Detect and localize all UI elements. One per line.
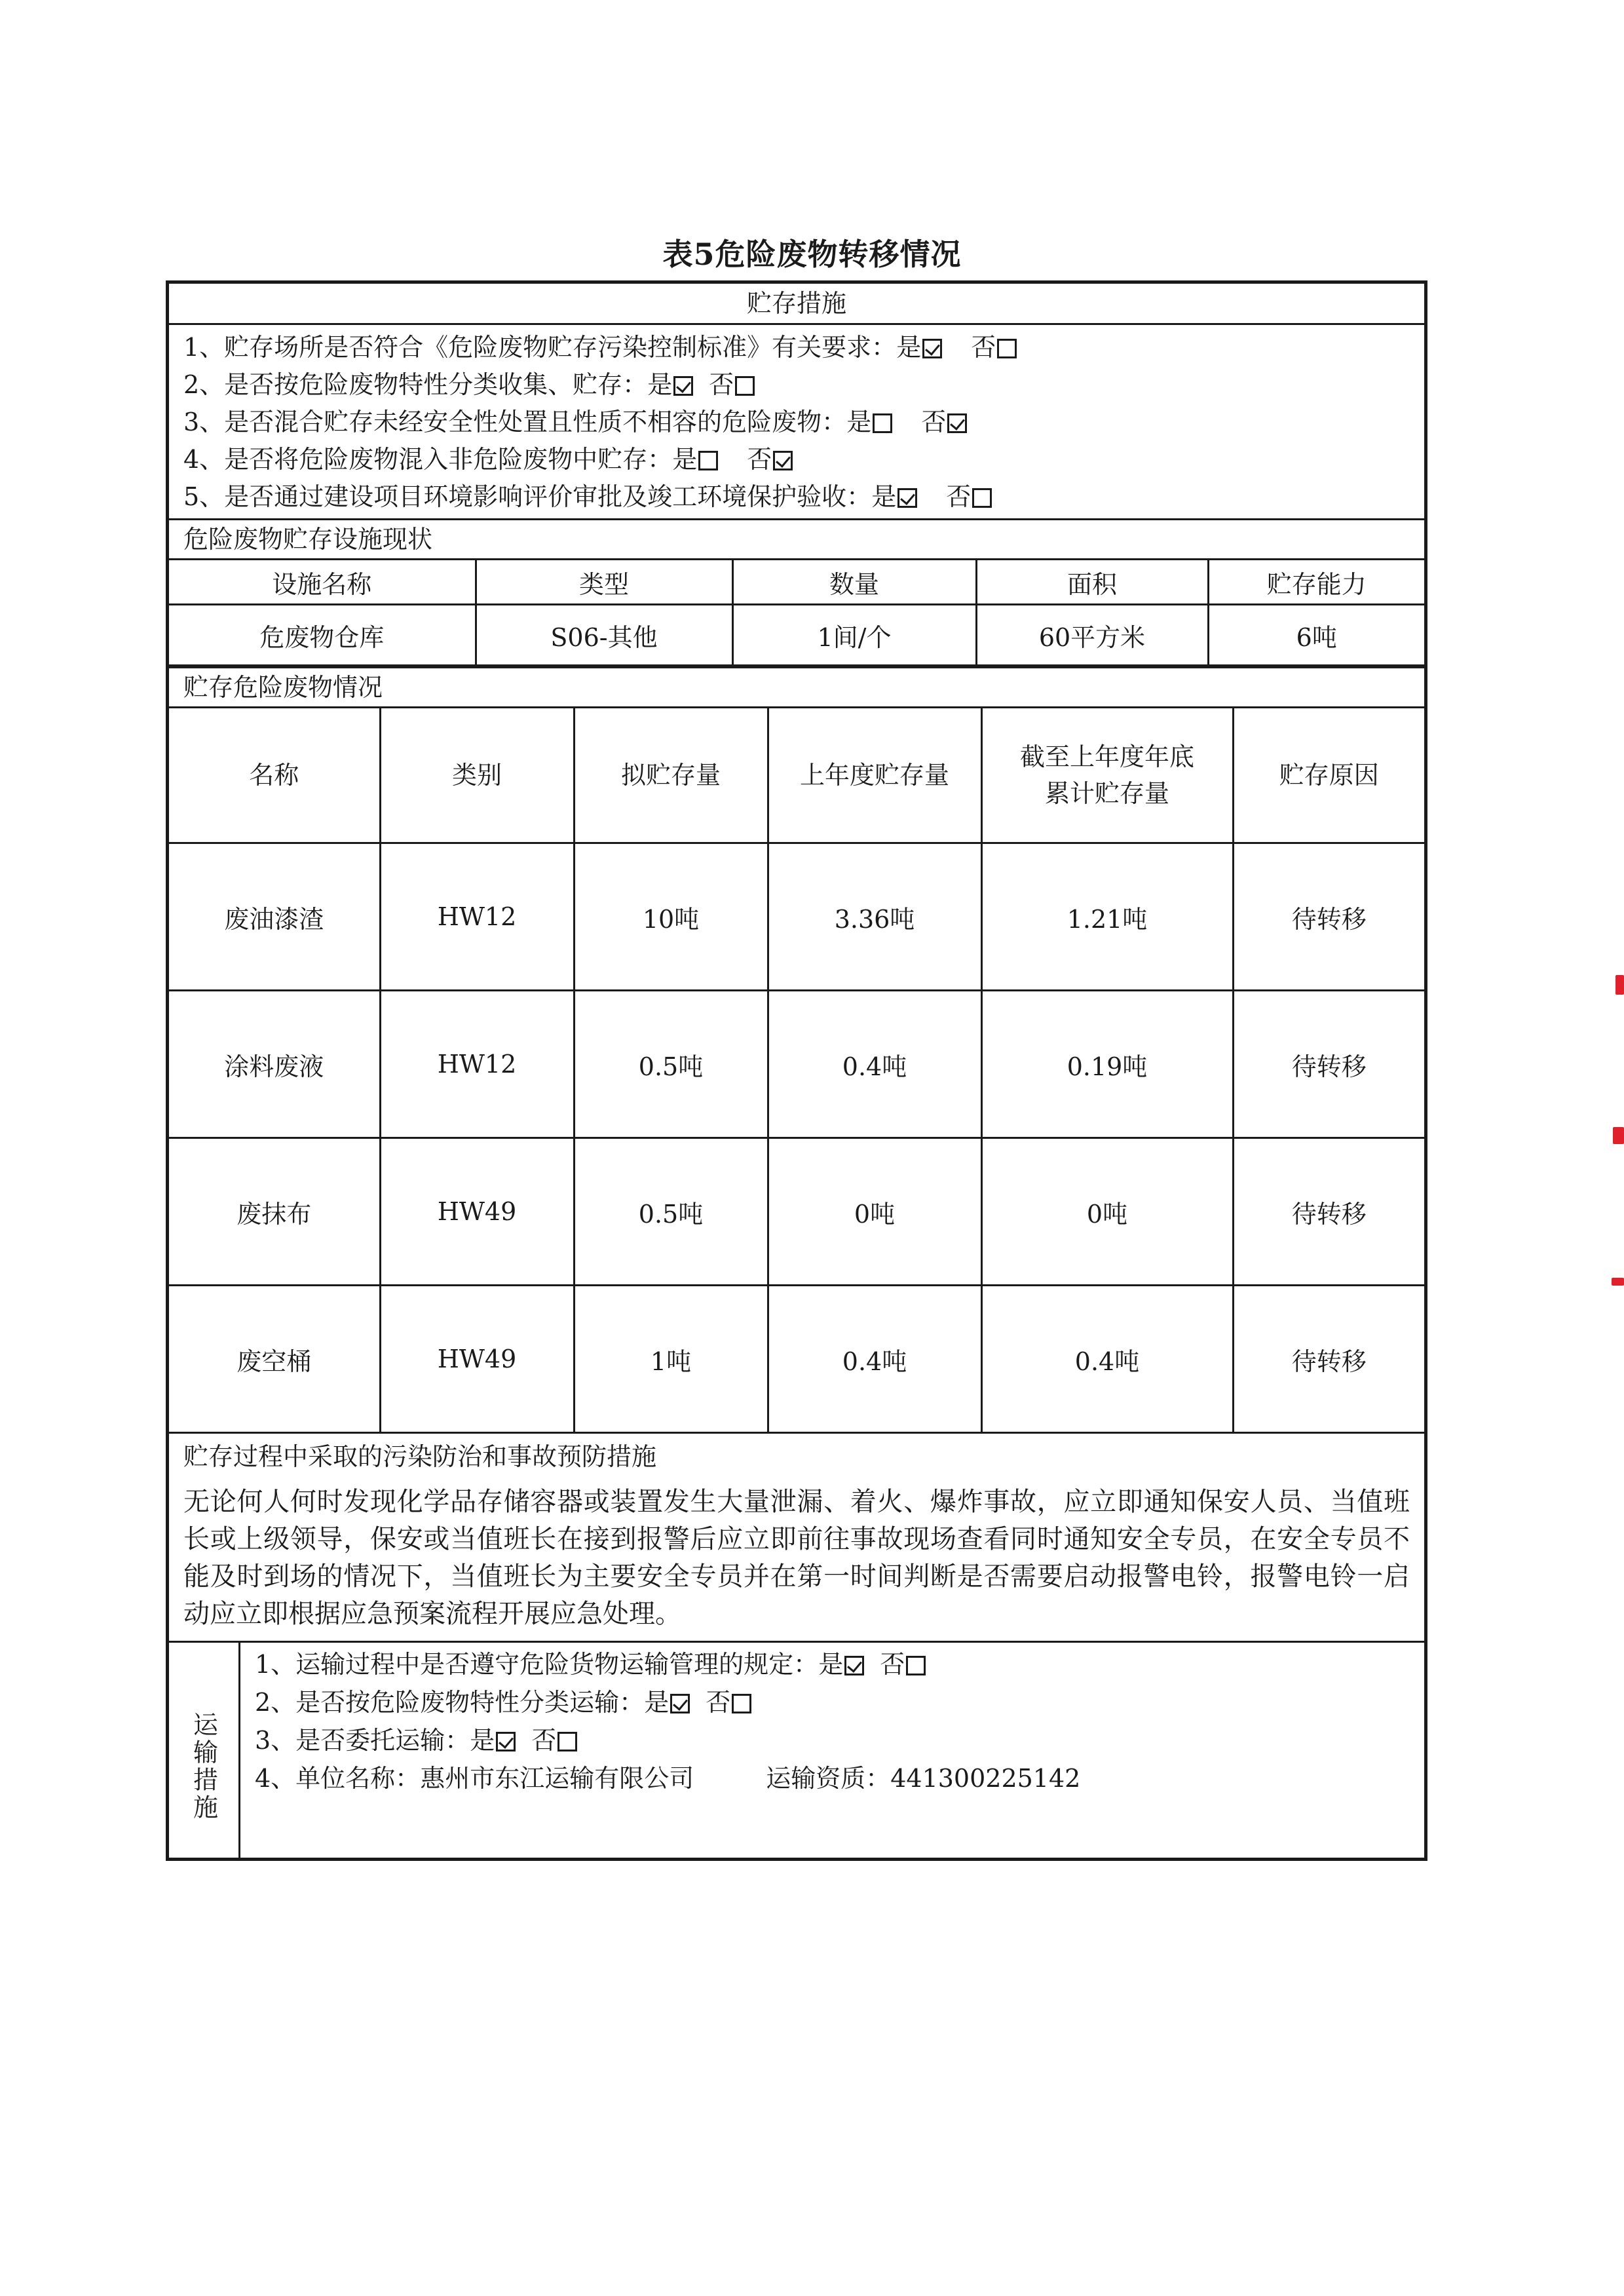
no-label: 否 [921,408,947,436]
table-cell: 0.4吨 [768,1286,981,1433]
transport-company-line [255,1759,1424,1797]
column-header: 贮存原因 [1233,708,1424,843]
criterion-1 [183,329,1410,366]
stamp-mark [1615,975,1624,995]
table-cell: 0.5吨 [574,991,768,1138]
criterion-text: 2、是否按危险废物特性分类运输： [255,1688,645,1717]
table-cell: 废抹布 [169,1138,380,1286]
table-cell: 废空桶 [169,1286,380,1433]
table-cell: 1吨 [574,1286,768,1433]
criterion-3 [183,404,1410,441]
transport-criterion-3 [255,1721,1424,1759]
table-cell: 待转移 [1233,991,1424,1138]
table-cell: HW12 [380,843,574,991]
table-cell: 0吨 [768,1138,981,1286]
yes-checkbox-checked[interactable] [844,1656,864,1675]
column-header: 贮存能力 [1208,560,1424,605]
yes-label: 是 [672,445,698,474]
no-checkbox[interactable] [557,1732,577,1751]
column-header: 面积 [976,560,1208,605]
yes-checkbox-checked[interactable] [496,1732,516,1751]
yes-checkbox-checked[interactable] [670,1694,690,1713]
column-header-two-line [981,708,1233,843]
storage-criteria-list [169,325,1424,520]
criterion-4 [183,441,1410,478]
no-label: 否 [946,482,972,511]
yes-label: 是 [470,1726,495,1755]
stamp-mark [1612,1278,1624,1286]
table-cell: 1.21吨 [981,843,1233,991]
column-header: 上年度贮存量 [768,708,981,843]
table-cell: HW49 [380,1138,574,1286]
table-cell: 0吨 [981,1138,1233,1286]
no-label: 否 [709,370,734,399]
table-row [169,605,1424,666]
table-cell: 6吨 [1208,605,1424,666]
yes-checkbox[interactable] [873,413,892,433]
table-row [169,991,1424,1138]
criterion-5 [183,478,1410,516]
no-checkbox[interactable] [972,488,992,508]
table-cell: 待转移 [1233,1286,1424,1433]
waste-transfer-form [166,280,1427,1861]
column-header: 类别 [380,708,574,843]
header-line-1: 截至上年度年底 [1019,742,1194,771]
facility-header-row [169,560,1424,605]
column-header: 拟贮存量 [574,708,768,843]
header-line-2: 累计贮存量 [1044,779,1169,808]
storage-measures-header: 贮存措施 [169,284,1424,325]
table-row [169,1286,1424,1433]
table-cell: 0.4吨 [768,991,981,1138]
yes-checkbox[interactable] [698,451,718,470]
table-cell: 10吨 [574,843,768,991]
criterion-text: 3、是否委托运输： [255,1726,470,1755]
table-cell: 0.19吨 [981,991,1233,1138]
qualification-label: 运输资质： [766,1764,891,1793]
table-cell: 60平方米 [976,605,1208,666]
table-cell: S06-其他 [476,605,732,666]
yes-label: 是 [644,1688,670,1717]
waste-header-row [169,708,1424,843]
stored-waste-table [169,708,1424,1434]
table-row [169,843,1424,991]
yes-checkbox-checked[interactable] [922,339,942,358]
transport-criterion-2 [255,1683,1424,1721]
no-checkbox[interactable] [997,339,1017,358]
prevention-measures-title: 贮存过程中采取的污染防治和事故预防措施 [183,1442,657,1471]
table-cell: HW49 [380,1286,574,1433]
stored-waste-header: 贮存危险废物情况 [169,666,1424,708]
table-cell: 待转移 [1233,843,1424,991]
no-checkbox[interactable] [732,1694,751,1713]
table-cell: 危废物仓库 [169,605,476,666]
table-row [169,1138,1424,1286]
yes-label: 是 [846,408,872,436]
criterion-text: 2、是否按危险废物特性分类收集、贮存： [183,370,648,399]
table-cell: 废油漆渣 [169,843,380,991]
no-label: 否 [706,1688,731,1717]
criterion-text: 5、是否通过建设项目环境影响评价审批及竣工环境保护验收： [183,482,872,511]
prevention-measures-text: 无论何人何时发现化学品存储容器或装置发生大量泄漏、着火、爆炸事故，应立即通知保安人员、当值班长或上级领导，保安或当值班长在接到报警后应立即前往事故现场查看同时通知安全专员，在安全专员不能及时到场的情况下，当值班长为主要安全专员并在第一时间判断是否需要启动报警电铃，报警电铃一启动应立即根据应急预案流程开展应急处理。 [169,1480,1424,1643]
criterion-text: 3、是否混合贮存未经安全性处置且性质不相容的危险废物： [183,408,847,436]
criterion-text: 1、运输过程中是否遵守危险货物运输管理的规定： [255,1650,819,1679]
yes-label: 是 [896,333,922,362]
column-header: 设施名称 [169,560,476,605]
qualification-number: 441300225142 [890,1764,1081,1793]
transport-section [169,1643,1424,1858]
yes-label: 是 [647,370,673,399]
yes-label: 是 [818,1650,844,1679]
criterion-2 [183,366,1410,404]
table-cell: 3.36吨 [768,843,981,991]
no-checkbox[interactable] [906,1656,926,1675]
transport-criterion-1 [255,1645,1424,1683]
criterion-text: 1、贮存场所是否符合《危险废物贮存污染控制标准》有关要求： [183,333,897,362]
company-name: 惠州市东江运输有限公司 [420,1764,694,1793]
yes-checkbox-checked[interactable] [897,488,917,508]
facility-table [169,560,1424,666]
table-cell: 待转移 [1233,1138,1424,1286]
transport-label: 运输措施 [189,1712,218,1822]
no-checkbox-checked[interactable] [947,413,967,433]
no-checkbox-checked[interactable] [773,451,793,470]
table-cell: 0.5吨 [574,1138,768,1286]
company-label: 4、单位名称： [255,1764,421,1793]
no-label: 否 [880,1650,905,1679]
column-header: 名称 [169,708,380,843]
table-cell: 涂料废液 [169,991,380,1138]
no-label: 否 [971,333,996,362]
yes-label: 是 [871,482,897,511]
page-title: 表5危险废物转移情况 [662,237,962,272]
criterion-text: 4、是否将危险废物混入非危险废物中贮存： [183,445,673,474]
table-cell: 0.4吨 [981,1286,1233,1433]
facility-status-header: 危险废物贮存设施现状 [169,520,1424,560]
table-cell: HW12 [380,991,574,1138]
column-header: 类型 [476,560,732,605]
yes-checkbox-checked[interactable] [673,376,693,396]
transport-criteria-list [240,1643,1424,1858]
column-header: 数量 [732,560,976,605]
no-checkbox[interactable] [735,376,755,396]
transport-label-cell [169,1643,240,1858]
table-cell: 1间/个 [732,605,976,666]
stamp-mark [1613,1127,1624,1144]
no-label: 否 [531,1726,557,1755]
no-label: 否 [747,445,772,474]
